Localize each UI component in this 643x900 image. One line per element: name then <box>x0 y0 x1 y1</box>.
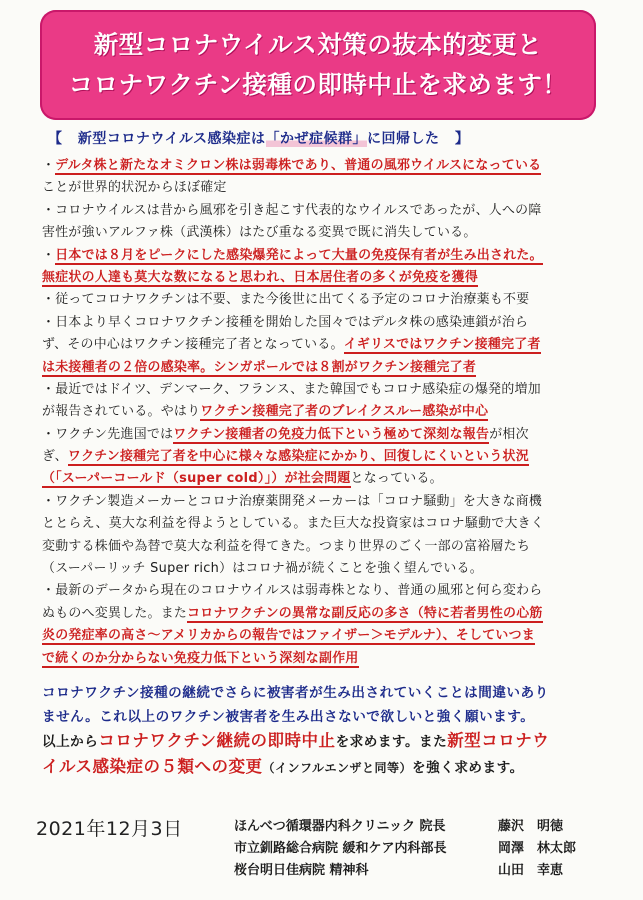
text-segment: ぬものへ変異した。また <box>42 605 188 621</box>
body-line <box>42 155 612 177</box>
emphasized-text: ワクチン接種完了者のブレイクスルー感染が中心 <box>200 404 489 420</box>
heading-suffix: に回帰した <box>367 131 440 147</box>
body-line <box>42 357 612 379</box>
emphasized-text: 無症状の人達も莫大な数になると思われ、日本居住者の多くが免疫を獲得 <box>42 269 479 285</box>
emphasized-text: デルタ株と新たなオミクロン株は弱毒株であり、普通の風邪ウイルスになっている <box>55 158 542 173</box>
body-line <box>42 379 612 401</box>
body-line <box>42 513 612 535</box>
body-text <box>42 155 612 670</box>
body-line <box>42 334 612 356</box>
body-line <box>42 603 612 625</box>
body-line <box>42 558 612 580</box>
body-line <box>42 536 612 558</box>
body-line <box>42 245 612 267</box>
signatory-name: 山田 幸恵 <box>498 863 564 878</box>
text-segment: となっている。 <box>350 471 443 487</box>
emphasized-text: イギリスではワクチン接種完了者 <box>343 337 541 353</box>
body-line <box>42 446 612 468</box>
body-line <box>42 401 612 423</box>
text-segment: ぎ、 <box>42 449 68 465</box>
body-line <box>42 648 612 670</box>
text-segment: が相次 <box>489 426 529 442</box>
text-segment: ・最近ではドイツ、デンマーク、フランス、また韓国でもコロナ感染症の爆発的増加 <box>42 381 541 397</box>
document-date: 2021年12月3日 <box>36 818 183 840</box>
closing-line <box>42 755 612 781</box>
signatory-name: 藤沢 明徳 <box>498 819 564 834</box>
signatories <box>234 816 608 882</box>
title-line-2: コロナワクチン接種の即時中止を求めます！ <box>68 70 568 99</box>
signatory-organization: ほんべつ循環器内科クリニック 院長 <box>234 819 446 834</box>
text-segment: 害性が強いアルファ株（武漢株）はたび重なる変異で既に消失している。 <box>42 225 477 241</box>
body-line <box>42 468 612 490</box>
text-segment: ・ <box>42 158 56 173</box>
heading-prefix: 新型コロナウイルス感染症は <box>77 131 266 147</box>
heading-highlight: 「かぜ症候群」 <box>265 131 368 147</box>
body-line <box>42 625 612 647</box>
text-segment: （スーパーリッチ Super rich）はコロナ禍が続くことを強く望んでいる。 <box>42 561 483 577</box>
emphasized-text: （インフルエンザと同等） <box>262 760 413 775</box>
closing-line <box>42 729 612 755</box>
body-line <box>42 491 612 513</box>
signatory-row <box>234 838 608 860</box>
emphasized-text: 炎の発症率の高さ～アメリカからの報告ではファイザー＞モデルナ）、そしていつま <box>42 628 535 644</box>
signatory-organization: 桜台明日佳病院 精神科 <box>234 863 369 878</box>
emphasized-text: 日本では８月をピークにした感染爆発によって大量の免疫保有者が生み出された。 <box>55 247 543 263</box>
text-segment: ・従ってコロナワクチンは不要、また今後世に出てくる予定のコロナ治療薬も不要 <box>42 292 530 308</box>
title-banner <box>40 10 596 120</box>
text-segment: を強く求めます。 <box>412 759 524 776</box>
signatory-row <box>234 860 608 882</box>
body-line <box>42 267 612 289</box>
body-line <box>42 424 612 446</box>
emphasized-text: 新型コロナウ <box>447 731 550 750</box>
body-line <box>42 289 612 311</box>
text-segment: が報告されている。やはり <box>42 404 201 420</box>
text-segment: ことが世界的状況からほぼ確定 <box>42 180 227 196</box>
emphasized-text: ワクチン接種者の免疫力低下という極めて深刻な報告 <box>173 426 490 442</box>
text-segment: ととらえ、莫大な利益を得ようとしている。また巨大な投資家はコロナ騒動で大きく <box>42 516 545 532</box>
emphasized-text: ワクチン接種完了者を中心に様々な感染症にかかり、回復しにくいという状況 <box>67 449 529 465</box>
emphasized-text: ません。これ以上のワクチン被害者を生み出さないで欲しいと強く願います。 <box>42 708 535 725</box>
signatory-name: 岡澤 林太郎 <box>498 841 577 856</box>
emphasized-text: で続くのか分からない免疫力低下という深刻な副作用 <box>42 650 359 666</box>
emphasized-text: コロナワクチン継続の即時中止 <box>98 731 336 750</box>
closing-line <box>42 706 612 730</box>
closing-statement <box>42 682 612 780</box>
body-line <box>42 222 612 244</box>
text-segment: ・日本より早くコロナワクチン接種を開始した国々ではデルタ株の感染連鎖が治ら <box>42 314 529 330</box>
section-heading <box>48 128 608 148</box>
text-segment: を求めます。また <box>335 734 448 750</box>
emphasized-text: （「スーパーコールド（super cold）」）が社会問題 <box>42 471 351 487</box>
heading-bracket-close: 】 <box>454 131 470 147</box>
body-line <box>42 312 612 334</box>
body-line <box>42 580 612 602</box>
text-segment: 変動する株価や為替で莫大な利益を得てきた。つまり世界のごく一部の富裕層たち <box>42 538 531 554</box>
text-segment: 以上から <box>42 734 99 750</box>
title-line-1: 新型コロナウイルス対策の抜本的変更と <box>93 30 543 59</box>
emphasized-text: コロナワクチンの異常な副反応の多さ（特に若者男性の心筋 <box>187 605 543 621</box>
emphasized-text: は未接種者の２倍の感染率。シンガポールでは８割がワクチン接種完了者 <box>42 359 477 375</box>
body-line <box>42 177 612 199</box>
text-segment: ・ワクチン製造メーカーとコロナ治療薬開発メーカーは「コロナ騒動」を大きな商機 <box>42 493 543 509</box>
body-line <box>42 200 612 222</box>
emphasized-text: コロナワクチン接種の継続でさらに被害者が生み出されていくことは間違いあり <box>42 685 549 701</box>
emphasized-text: イルス感染症の５類への変更 <box>42 756 263 776</box>
text-segment: ・最新のデータから現在のコロナウイルスは弱毒株となり、普通の風邪と何ら変わら <box>42 583 543 599</box>
text-segment: ・ <box>42 247 56 263</box>
closing-line <box>42 682 612 706</box>
text-segment: ・コロナウイルスは昔から風邪を引き起こす代表的なウイルスであったが、人への障 <box>42 202 542 218</box>
text-segment: ・ワクチン先進国では <box>42 426 174 442</box>
signatory-organization: 市立釧路総合病院 緩和ケア内科部長 <box>234 841 447 856</box>
signatory-row <box>234 816 608 838</box>
text-segment: ず、その中心はワクチン接種完了者となっている。 <box>42 337 344 353</box>
heading-bracket-open: 【 <box>48 131 63 147</box>
